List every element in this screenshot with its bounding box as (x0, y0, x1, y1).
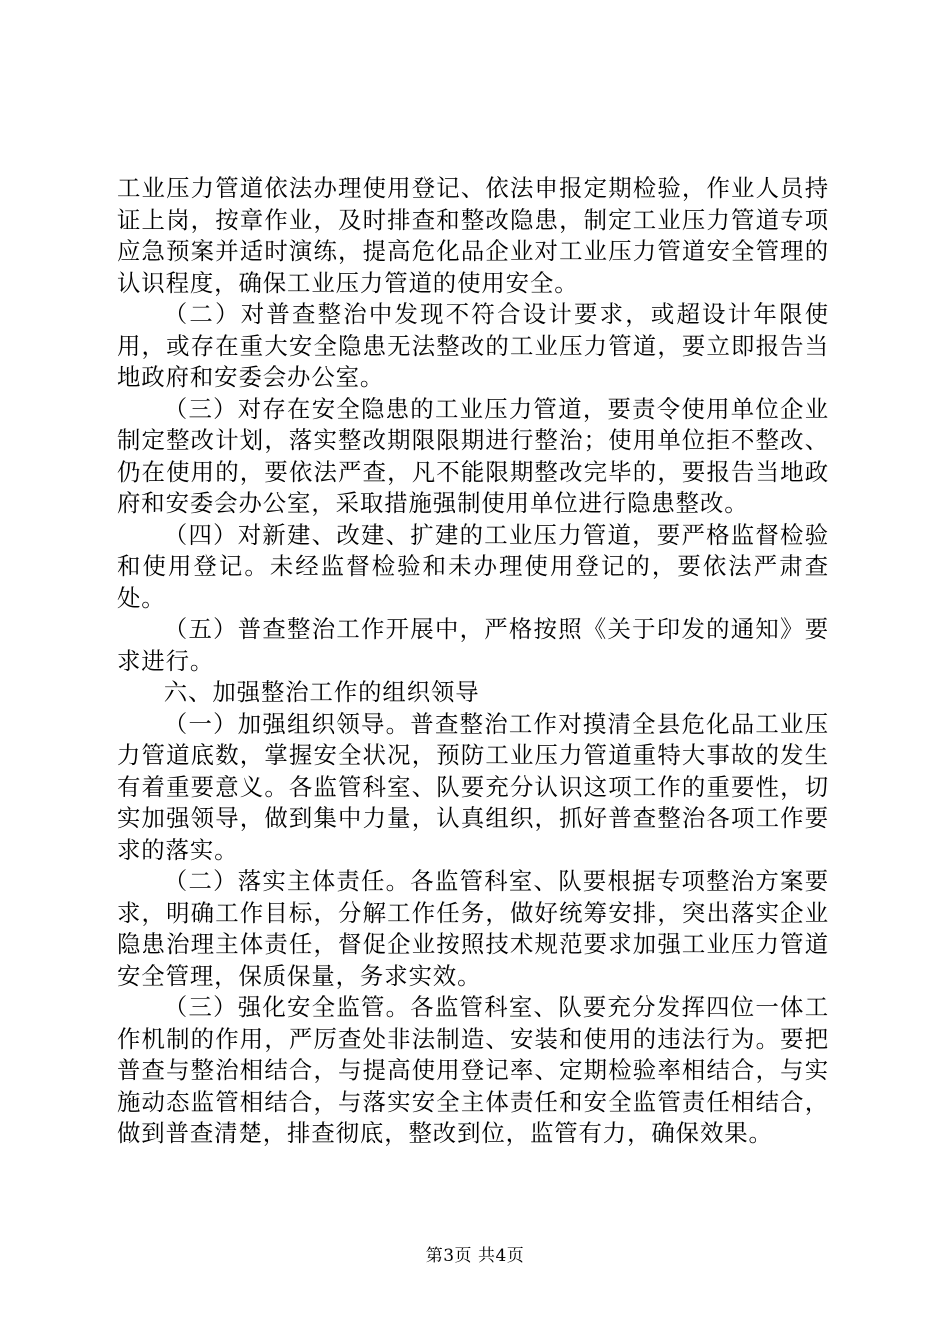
paragraph-item-3: （三）对存在安全隐患的工业压力管道，要责令使用单位企业制定整改计划，落实整改期限限期进行整治；使用单位拒不整改、仍在使用的，要依法严查，凡不能限期整改完毕的，要报告当地政府和安委会办公室，采取措施强制使用单位进行隐患整改。 (117, 394, 829, 517)
document-body (117, 173, 829, 1150)
section-heading-6: 六、加强整治工作的组织领导 (163, 678, 480, 706)
paragraph-item-2: （二）对普查整治中发现不符合设计要求，或超设计年限使用，或存在重大安全隐患无法整改的工业压力管道，要立即报告当地政府和安委会办公室。 (117, 300, 829, 391)
page-footer (0, 1245, 950, 1267)
paragraph-continuation: 工业压力管道依法办理使用登记、依法申报定期检验，作业人员持证上岗，按章作业，及时排查和整改隐患，制定工业压力管道专项应急预案并适时演练，提高危化品企业对工业压力管道安全管理的认识程度，确保工业压力管道的使用安全。 (117, 174, 829, 297)
paragraph-item-5: （五）普查整治工作开展中，严格按照《关于印发的通知》要求进行。 (117, 615, 829, 675)
paragraph-section6-item-2: （二）落实主体责任。各监管科室、队要根据专项整治方案要求，明确工作目标，分解工作任务，做好统筹安排，突出落实企业隐患治理主体责任，督促企业按照技术规范要求加强工业压力管道安全管理，保质保量，务求实效。 (117, 867, 829, 990)
paragraph-section6-item-3: （三）强化安全监管。各监管科室、队要充分发挥四位一体工作机制的作用，严厉查处非法制造、安装和使用的违法行为。要把普查与整治相结合，与提高使用登记率、定期检验率相结合，与实施动态监管相结合，与落实安全主体责任和安全监管责任相结合，做到普查清楚，排查彻底，整改到位，监管有力，确保效果。 (117, 993, 829, 1147)
paragraph-item-4: （四）对新建、改建、扩建的工业压力管道，要严格监督检验和使用登记。未经监督检验和未办理使用登记的，要依法严肃查处。 (117, 520, 829, 612)
paragraph-section6-item-1: （一）加强组织领导。普查整治工作对摸清全县危化品工业压力管道底数，掌握安全状况，预防工业压力管道重特大事故的发生有着重要意义。各监管科室、队要充分认识这项工作的重要性，切实加强领导，做到集中力量，认真组织，抓好普查整治各项工作要求的落实。 (117, 709, 829, 864)
page-number-label: 第3页 共4页 (425, 1246, 525, 1266)
